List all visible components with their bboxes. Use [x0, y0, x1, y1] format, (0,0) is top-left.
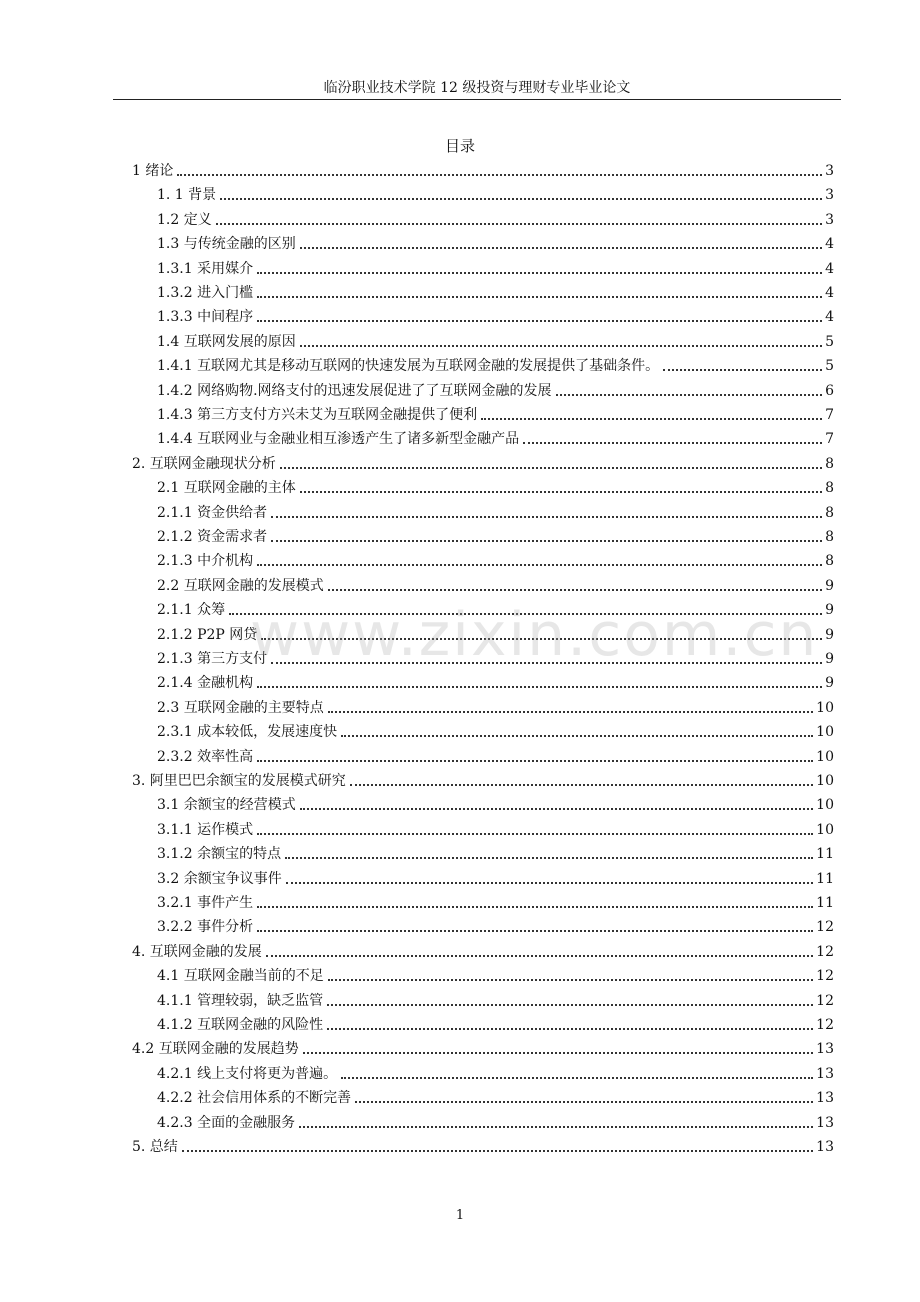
toc-entry-page: 11 — [816, 895, 834, 911]
toc-entry-page: 12 — [816, 943, 834, 960]
toc-leader-dots — [257, 833, 813, 835]
toc-entry-label: 2.1.2 资金需求者 — [157, 529, 268, 545]
toc-entry-label: 1.3.1 采用媒介 — [157, 260, 254, 277]
toc-entry-page: 8 — [825, 553, 834, 570]
toc-entry-page: 7 — [825, 431, 834, 448]
toc-entry[interactable] — [132, 160, 834, 180]
toc-entry-page: 9 — [825, 577, 834, 594]
toc-leader-dots — [300, 491, 822, 493]
toc-leader-dots — [257, 930, 813, 932]
toc-entry[interactable] — [157, 1014, 834, 1034]
toc-entry[interactable] — [157, 965, 834, 985]
toc-entry-label: 2.1.2 P2P 网贷 — [157, 626, 258, 643]
toc-entry[interactable] — [157, 892, 834, 912]
toc-leader-dots — [303, 1052, 813, 1054]
toc-entry-label: 2.1.3 中介机构 — [157, 553, 254, 570]
toc-entry-page: 13 — [816, 1090, 834, 1107]
toc-entry[interactable] — [157, 672, 834, 692]
toc-entry-label: 3.2.2 事件分析 — [157, 919, 254, 936]
toc-entry-label: 1.4.4 互联网业与金融业相互渗透产生了诸多新型金融产品 — [157, 431, 520, 448]
toc-leader-dots — [300, 808, 813, 810]
toc-leader-dots — [257, 906, 813, 908]
toc-entry-page: 10 — [816, 821, 834, 838]
toc-leader-dots — [341, 1077, 813, 1079]
toc-entry[interactable] — [157, 502, 834, 522]
toc-entry-page: 12 — [816, 992, 834, 1009]
toc-entry-label: 3.1.2 余额宝的特点 — [157, 846, 282, 863]
header-rule — [113, 99, 841, 100]
toc-leader-dots — [285, 857, 813, 859]
toc-entry-label: 2.3.1 成本较低，发展速度快 — [157, 724, 338, 741]
toc-entry[interactable] — [157, 794, 834, 814]
toc-title: 目录 — [444, 137, 475, 155]
toc-entry-page: 13 — [816, 1065, 834, 1082]
toc-entry-label: 1 绪论 — [132, 163, 174, 179]
toc-leader-dots — [286, 882, 813, 884]
toc-entry-label: 3. 阿里巴巴余额宝的发展模式研究 — [132, 773, 346, 789]
toc-entry[interactable] — [157, 306, 834, 326]
toc-entry-label: 2.3 互联网金融的主要特点 — [157, 699, 324, 716]
toc-entry[interactable] — [132, 453, 834, 473]
toc-entry[interactable] — [157, 526, 834, 546]
toc-entry[interactable] — [157, 380, 834, 400]
toc-entry-label: 1. 1 背景 — [157, 187, 217, 204]
toc-leader-dots — [266, 955, 813, 957]
toc-entry-page: 8 — [825, 529, 834, 545]
toc-leader-dots — [299, 1126, 813, 1128]
toc-entry-page: 3 — [825, 187, 834, 204]
toc-leader-dots — [481, 418, 822, 420]
toc-entry-page: 8 — [825, 480, 834, 497]
toc-entry[interactable] — [157, 477, 834, 497]
toc-entry[interactable] — [157, 721, 834, 741]
toc-leader-dots — [271, 516, 822, 518]
toc-leader-dots — [355, 1101, 813, 1103]
toc-entry[interactable] — [157, 1087, 834, 1107]
toc-entry-label: 2.3.2 效率性高 — [157, 748, 254, 765]
toc-leader-dots — [328, 711, 813, 713]
toc-entry[interactable] — [157, 209, 834, 229]
toc-leader-dots — [257, 320, 822, 322]
toc-leader-dots — [350, 784, 813, 786]
toc-entry[interactable] — [157, 355, 834, 375]
toc-entry-label: 4.2.1 线上支付将更为普遍。 — [157, 1065, 338, 1082]
toc-entry-label: 1.3 与传统金融的区别 — [157, 236, 296, 253]
toc-entry-label: 4. 互联网金融的发展 — [132, 943, 262, 960]
toc-leader-dots — [257, 760, 813, 762]
toc-entry-page: 9 — [825, 675, 834, 692]
toc-entry-page: 5 — [825, 333, 834, 350]
toc-entry-label: 3.2 余额宝争议事件 — [157, 870, 282, 887]
toc-leader-dots — [328, 589, 822, 591]
toc-leader-dots — [523, 442, 822, 444]
toc-entry[interactable] — [157, 282, 834, 302]
toc-leader-dots — [220, 198, 822, 200]
toc-leader-dots — [328, 979, 813, 981]
toc-leader-dots — [257, 296, 822, 298]
toc-entry[interactable] — [157, 697, 834, 717]
toc-entry-page: 8 — [825, 504, 834, 521]
toc-leader-dots — [257, 272, 822, 274]
toc-entry-label: 3.1 余额宝的经营模式 — [157, 797, 296, 814]
toc-entry[interactable] — [157, 404, 834, 424]
watermark: www.zixin.com.cn — [250, 600, 819, 670]
toc-leader-dots — [327, 1028, 813, 1030]
toc-entry-page: 10 — [816, 748, 834, 765]
toc-entry[interactable] — [132, 941, 834, 961]
toc-entry[interactable] — [157, 1063, 834, 1083]
toc-entry-label: 2.2 互联网金融的发展模式 — [157, 577, 324, 594]
toc-entry-page: 6 — [825, 382, 834, 399]
toc-entry-label: 3.2.1 事件产生 — [157, 895, 254, 911]
toc-leader-dots — [177, 174, 822, 176]
toc-entry[interactable] — [157, 916, 834, 936]
toc-entry-label: 4.2 互联网金融的发展趋势 — [132, 1041, 299, 1058]
toc-entry-label: 1.3.3 中间程序 — [157, 309, 254, 326]
toc-entry-page: 11 — [816, 870, 834, 887]
toc-leader-dots — [556, 394, 823, 396]
toc-entry-label: 2.1.4 金融机构 — [157, 675, 254, 692]
toc-entry[interactable] — [132, 1038, 834, 1058]
toc-entry-label: 4.1.2 互联网金融的风险性 — [157, 1017, 324, 1033]
toc-entry-label: 2. 互联网金融现状分析 — [132, 455, 276, 472]
toc-entry-page: 10 — [816, 724, 834, 741]
toc-entry[interactable] — [157, 331, 834, 351]
toc-entry[interactable] — [157, 1112, 834, 1132]
toc-entry-page: 12 — [816, 1017, 834, 1033]
toc-entry-page: 12 — [816, 919, 834, 936]
toc-entry-page: 3 — [825, 211, 834, 228]
toc-entry-page: 7 — [825, 407, 834, 423]
toc-entry[interactable] — [157, 575, 834, 595]
toc-leader-dots — [300, 345, 822, 347]
toc-entry-label: 5. 总结 — [132, 1139, 178, 1155]
toc-entry-page: 11 — [816, 846, 834, 863]
page-number: 1 — [455, 1208, 465, 1223]
toc-entry-label: 4.2.2 社会信用体系的不断完善 — [157, 1090, 352, 1107]
toc-leader-dots — [300, 247, 822, 249]
toc-entry-page: 8 — [825, 455, 834, 472]
toc-entry-page: 4 — [825, 236, 834, 253]
toc-entry-page: 4 — [825, 260, 834, 277]
toc-leader-dots — [182, 1150, 813, 1152]
toc-entry-label: 2.1.1 资金供给者 — [157, 504, 268, 521]
running-header: 临汾职业技术学院 12 级投资与理财专业毕业论文 — [323, 80, 631, 96]
toc-entry-label: 4.1 互联网金融当前的不足 — [157, 968, 324, 985]
toc-entry-label: 2.1.3 第三方支付 — [157, 651, 268, 667]
toc-leader-dots — [280, 467, 822, 469]
toc-entry[interactable] — [157, 843, 834, 863]
toc-entry-page: 10 — [816, 773, 834, 789]
toc-leader-dots — [257, 686, 822, 688]
toc-entry[interactable] — [157, 746, 834, 766]
toc-leader-dots — [216, 223, 822, 225]
toc-entry[interactable] — [157, 258, 834, 278]
toc-entry-label: 1.2 定义 — [157, 211, 212, 228]
toc-entry-page: 10 — [816, 699, 834, 716]
toc-entry-label: 1.4.1 互联网尤其是移动互联网的快速发展为互联网金融的发展提供了基础条件。 — [157, 358, 660, 375]
toc-entry[interactable] — [132, 1136, 834, 1156]
toc-entry-page: 13 — [816, 1041, 834, 1058]
toc-leader-dots — [327, 1004, 813, 1006]
toc-entry[interactable] — [132, 770, 834, 790]
toc-entry-label: 4.1.1 管理较弱，缺乏监管 — [157, 992, 324, 1009]
toc-entry[interactable] — [157, 550, 834, 570]
toc-entry[interactable] — [157, 233, 834, 253]
toc-entry-label: 3.1.1 运作模式 — [157, 821, 254, 838]
toc-entry-page: 13 — [816, 1114, 834, 1131]
toc-entry[interactable] — [157, 990, 834, 1010]
toc-entry-label: 2.1 互联网金融的主体 — [157, 480, 296, 497]
toc-entry-label: 1.3.2 进入门槛 — [157, 285, 254, 301]
toc-leader-dots — [257, 564, 822, 566]
toc-entry-label: 2.1.1 众筹 — [157, 602, 226, 619]
toc-entry-page: 13 — [816, 1139, 834, 1155]
toc-leader-dots — [271, 540, 822, 542]
toc-leader-dots — [341, 735, 813, 737]
toc-entry-label: 4.2.3 全面的金融服务 — [157, 1114, 296, 1131]
toc-entry-page: 4 — [825, 285, 834, 301]
toc-entry-page: 9 — [825, 626, 834, 643]
toc-entry-label: 1.4.2 网络购物.网络支付的迅速发展促进了了互联网金融的发展 — [157, 382, 552, 399]
toc-entry-label: 1.4.3 第三方支付方兴未艾为互联网金融提供了便利 — [157, 407, 478, 423]
toc-entry-page: 4 — [825, 309, 834, 326]
toc-entry[interactable] — [157, 428, 834, 448]
toc-entry-page: 9 — [825, 602, 834, 619]
toc-entry-label: 1.4 互联网发展的原因 — [157, 333, 296, 350]
toc-entry[interactable] — [157, 819, 834, 839]
toc-entry[interactable] — [157, 868, 834, 888]
toc-entry-page: 3 — [825, 163, 834, 179]
toc-entry-page: 10 — [816, 797, 834, 814]
toc-entry-page: 9 — [825, 651, 834, 667]
toc-entry-page: 5 — [825, 358, 834, 375]
toc-entry[interactable] — [157, 184, 834, 204]
toc-leader-dots — [663, 369, 822, 371]
toc-entry-page: 12 — [816, 968, 834, 985]
